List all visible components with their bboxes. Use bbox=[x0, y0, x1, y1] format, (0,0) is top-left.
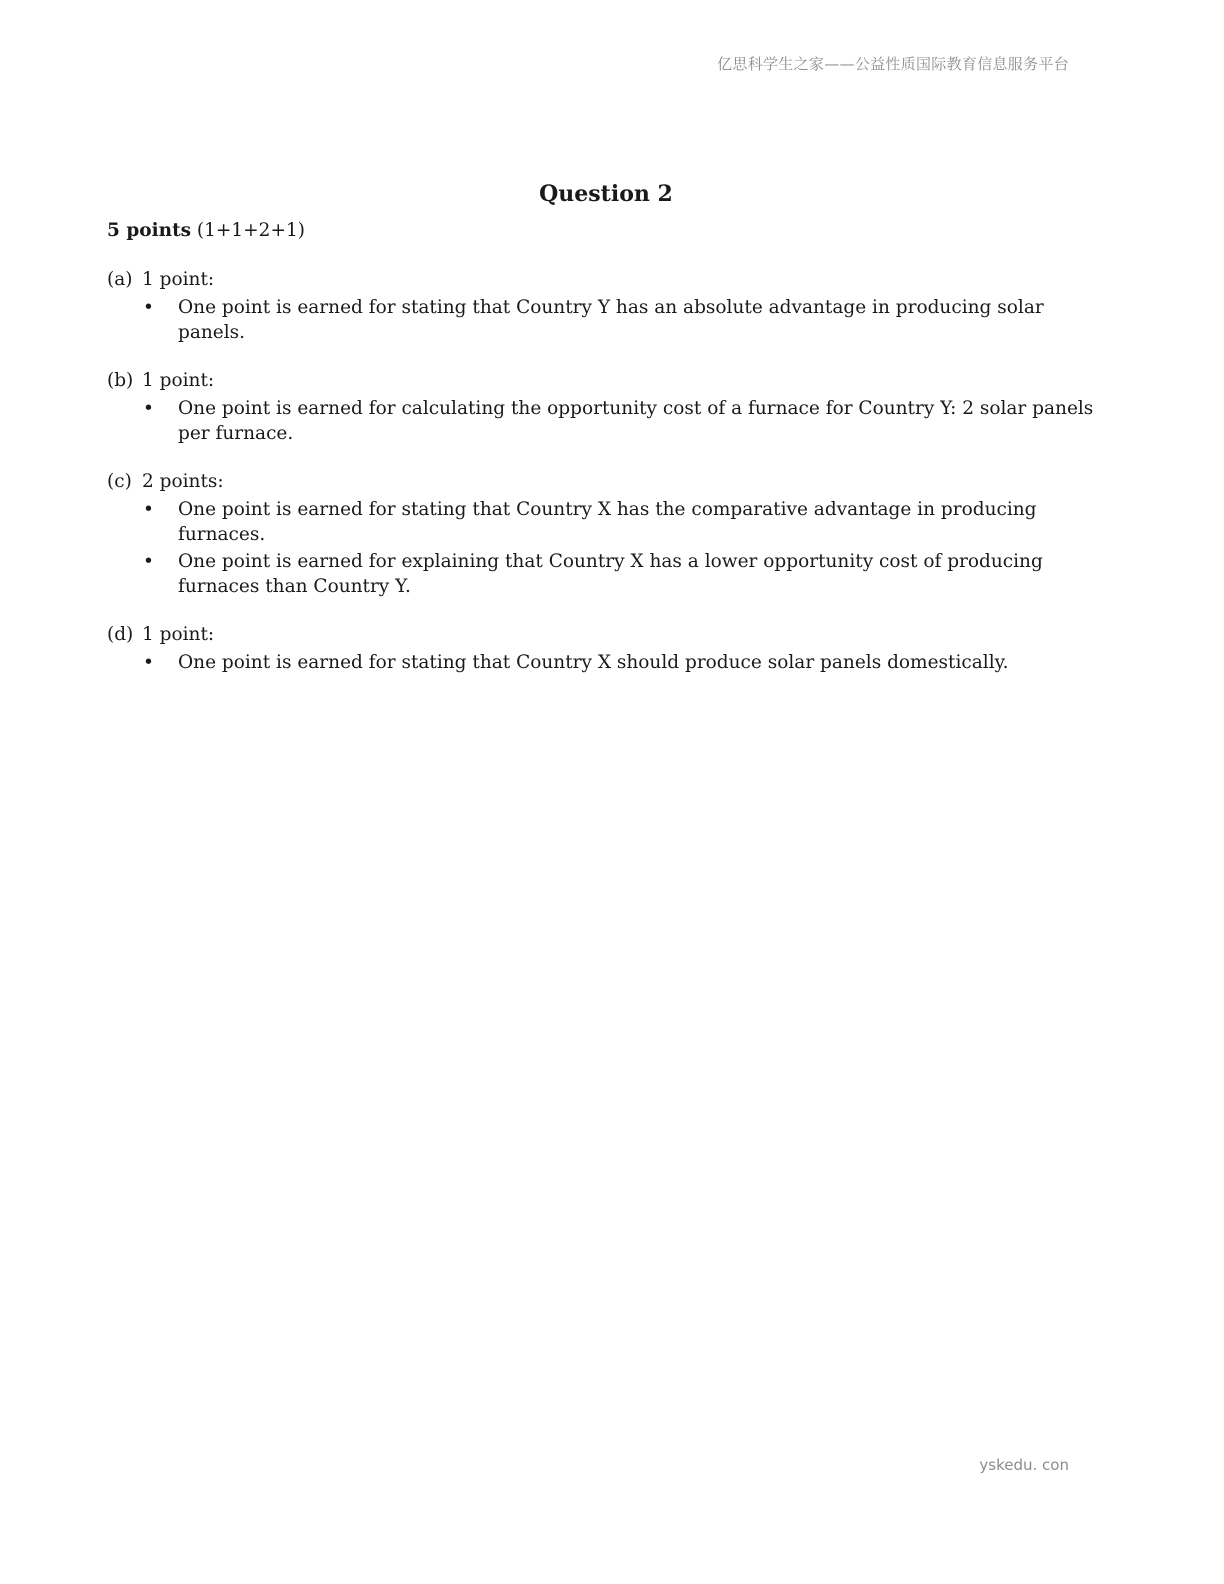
part-b bbox=[107, 368, 1107, 446]
total-points-label: 5 points bbox=[107, 220, 192, 241]
part-b-header bbox=[107, 368, 1107, 393]
part-b-label: (b) bbox=[107, 370, 134, 391]
list-item-text: One point is earned for explaining that Country X has a lower opportunity cost of producing furnaces than Country Y. bbox=[178, 551, 1043, 597]
part-c-label: (c) bbox=[107, 471, 132, 492]
list-item bbox=[107, 295, 1107, 345]
list-item-text: One point is earned for stating that Country Y has an absolute advantage in producing solar panels. bbox=[178, 297, 1044, 343]
part-c-header bbox=[107, 469, 1107, 494]
bullet-icon: • bbox=[143, 551, 154, 572]
part-c-bullets bbox=[107, 497, 1107, 599]
part-d-bullets bbox=[107, 650, 1107, 675]
bullet-icon: • bbox=[143, 499, 154, 520]
part-b-heading: 1 point: bbox=[142, 370, 215, 391]
bullet-icon: • bbox=[143, 652, 154, 673]
part-a-label: (a) bbox=[107, 269, 133, 290]
part-a bbox=[107, 267, 1107, 345]
part-a-header bbox=[107, 267, 1107, 292]
list-item bbox=[107, 497, 1107, 547]
list-item bbox=[107, 650, 1107, 675]
part-d-heading: 1 point: bbox=[142, 624, 215, 645]
part-d-header bbox=[107, 622, 1107, 647]
part-d bbox=[107, 622, 1107, 675]
part-c bbox=[107, 469, 1107, 599]
footer-site: yskedu. con bbox=[979, 1456, 1069, 1474]
header-watermark: 亿思科学生之家——公益性质国际教育信息服务平台 bbox=[717, 55, 1069, 73]
list-item-text: One point is earned for calculating the opportunity cost of a furnace for Country Y: 2 solar panels per furnace. bbox=[178, 398, 1094, 444]
points-breakdown: (1+1+2+1) bbox=[196, 220, 305, 241]
scoring-guidelines bbox=[107, 218, 1107, 698]
part-a-heading: 1 point: bbox=[142, 269, 215, 290]
total-points bbox=[107, 218, 1107, 243]
list-item bbox=[107, 549, 1107, 599]
list-item-text: One point is earned for stating that Country X should produce solar panels domestically. bbox=[178, 652, 1009, 673]
part-b-bullets bbox=[107, 396, 1107, 446]
bullet-icon: • bbox=[143, 398, 154, 419]
part-a-bullets bbox=[107, 295, 1107, 345]
part-d-label: (d) bbox=[107, 624, 134, 645]
part-c-heading: 2 points: bbox=[142, 471, 224, 492]
list-item-text: One point is earned for stating that Country X has the comparative advantage in producing furnaces. bbox=[178, 499, 1037, 545]
page-title: Question 2 bbox=[539, 180, 673, 207]
list-item bbox=[107, 396, 1107, 446]
bullet-icon: • bbox=[143, 297, 154, 318]
